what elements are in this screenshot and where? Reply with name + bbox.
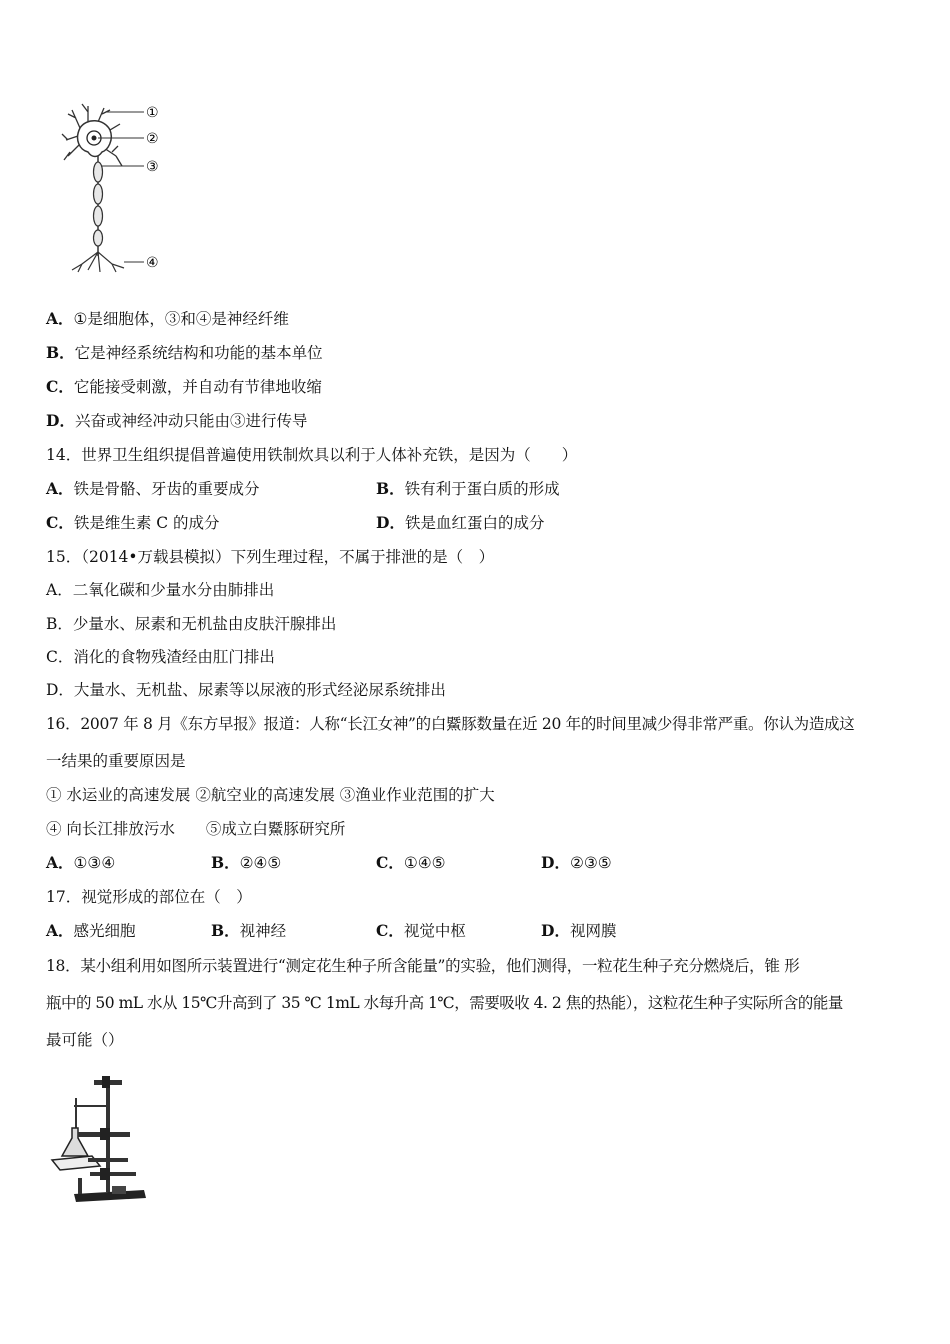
option-letter: A．	[46, 309, 74, 328]
option-letter: A．	[46, 853, 74, 872]
figure-label-4: ④	[146, 255, 159, 271]
q16-items-line2: ④ 向长江排放污水 ⑤成立白鱀豚研究所	[46, 820, 346, 838]
q17-option-c	[376, 921, 466, 941]
apparatus-diagram	[48, 1072, 152, 1210]
q16-option-c	[376, 853, 446, 873]
q18-stem-line3: 最可能（）	[46, 1031, 124, 1049]
q17-option-a	[46, 921, 136, 941]
option-text: 视网膜	[569, 922, 617, 940]
option-letter: C．	[376, 853, 404, 872]
option-letter: B．	[46, 343, 75, 362]
option-text: 铁是维生素 C 的成分	[73, 514, 220, 532]
option-letter: C．	[376, 921, 404, 940]
q14-option-d	[376, 513, 544, 533]
q15-option-c: C．消化的食物残渣经由肛门排出	[46, 648, 275, 666]
option-text: ①是细胞体，③和④是神经纤维	[73, 310, 289, 328]
q14-option-c	[46, 513, 220, 533]
option-text: 铁是骨骼、牙齿的重要成分	[73, 480, 260, 498]
apparatus-figure	[48, 1072, 152, 1210]
option-letter: D．	[376, 513, 405, 532]
option-text: 兴奋或神经冲动只能由③进行传导	[74, 412, 308, 430]
option-letter: D．	[541, 921, 570, 940]
q13-option-d	[46, 411, 307, 431]
q16-stem-line2: 一结果的重要原因是	[46, 752, 186, 770]
q14-stem: 14．世界卫生组织提倡普遍使用铁制炊具以利于人体补充铁，是因为（ ）	[46, 446, 578, 464]
option-text: 感光细胞	[73, 922, 136, 940]
q18-stem-line1: 18．某小组利用如图所示装置进行“测定花生种子所含能量”的实验，他们测得，一粒花生种子充分燃烧后，锥 形	[46, 957, 800, 975]
q13-option-b	[46, 343, 323, 363]
q15-option-b: B．少量水、尿素和无机盐由皮肤汗腺排出	[46, 615, 337, 633]
q17-stem: 17．视觉形成的部位在（ ）	[46, 888, 252, 906]
q15-stem: 15．（2014•万载县模拟）下列生理过程，不属于排泄的是（ ）	[46, 548, 495, 566]
q16-option-d	[541, 853, 612, 873]
q15-option-d: D．大量水、无机盐、尿素等以尿液的形式经泌尿系统排出	[46, 681, 446, 699]
q17-option-b	[211, 921, 286, 941]
option-text: ①④⑤	[403, 854, 446, 872]
option-text: ②④⑤	[239, 854, 282, 872]
figure-label-3: ③	[146, 159, 159, 175]
option-text: ①③④	[73, 854, 116, 872]
option-text: ②③⑤	[569, 854, 612, 872]
option-text: 铁有利于蛋白质的形成	[404, 480, 560, 498]
q16-stem-line1: 16．2007 年 8 月《东方早报》报道：人称“长江女神”的白鱀豚数量在近 20 年的时间里减少得非常严重。你认为造成这	[46, 715, 855, 733]
neuron-figure	[58, 100, 168, 280]
option-letter: C．	[46, 377, 74, 396]
option-letter: B．	[211, 921, 240, 940]
neuron-diagram	[58, 100, 168, 280]
option-text: 它能接受刺激，并自动有节律地收缩	[73, 378, 322, 396]
option-letter: C．	[46, 513, 74, 532]
figure-label-1: ①	[146, 105, 159, 121]
option-text: 铁是血红蛋白的成分	[404, 514, 545, 532]
q14-option-a	[46, 479, 260, 499]
q13-option-c	[46, 377, 322, 397]
option-letter: D．	[46, 411, 75, 430]
option-letter: D．	[541, 853, 570, 872]
figure-label-2: ②	[146, 131, 159, 147]
q13-option-a	[46, 309, 289, 329]
q17-option-d	[541, 921, 616, 941]
option-letter: A．	[46, 921, 74, 940]
q16-items-line1: ① 水运业的高速发展 ②航空业的高速发展 ③渔业作业范围的扩大	[46, 786, 495, 804]
option-letter: A．	[46, 479, 74, 498]
option-letter: B．	[376, 479, 405, 498]
option-text: 视觉中枢	[403, 922, 466, 940]
option-letter: B．	[211, 853, 240, 872]
q15-option-a: A．二氧化碳和少量水分由肺排出	[46, 581, 275, 599]
q16-option-b	[211, 853, 281, 873]
q18-stem-line2: 瓶中的 50 mL 水从 15℃升高到了 35 ℃ 1mL 水每升高 1℃，需要吸收 4. 2 焦的热能），这粒花生种子实际所含的能量	[46, 994, 843, 1012]
option-text: 视神经	[239, 922, 287, 940]
q14-option-b	[376, 479, 560, 499]
option-text: 它是神经系统结构和功能的基本单位	[74, 344, 323, 362]
q16-option-a	[46, 853, 115, 873]
